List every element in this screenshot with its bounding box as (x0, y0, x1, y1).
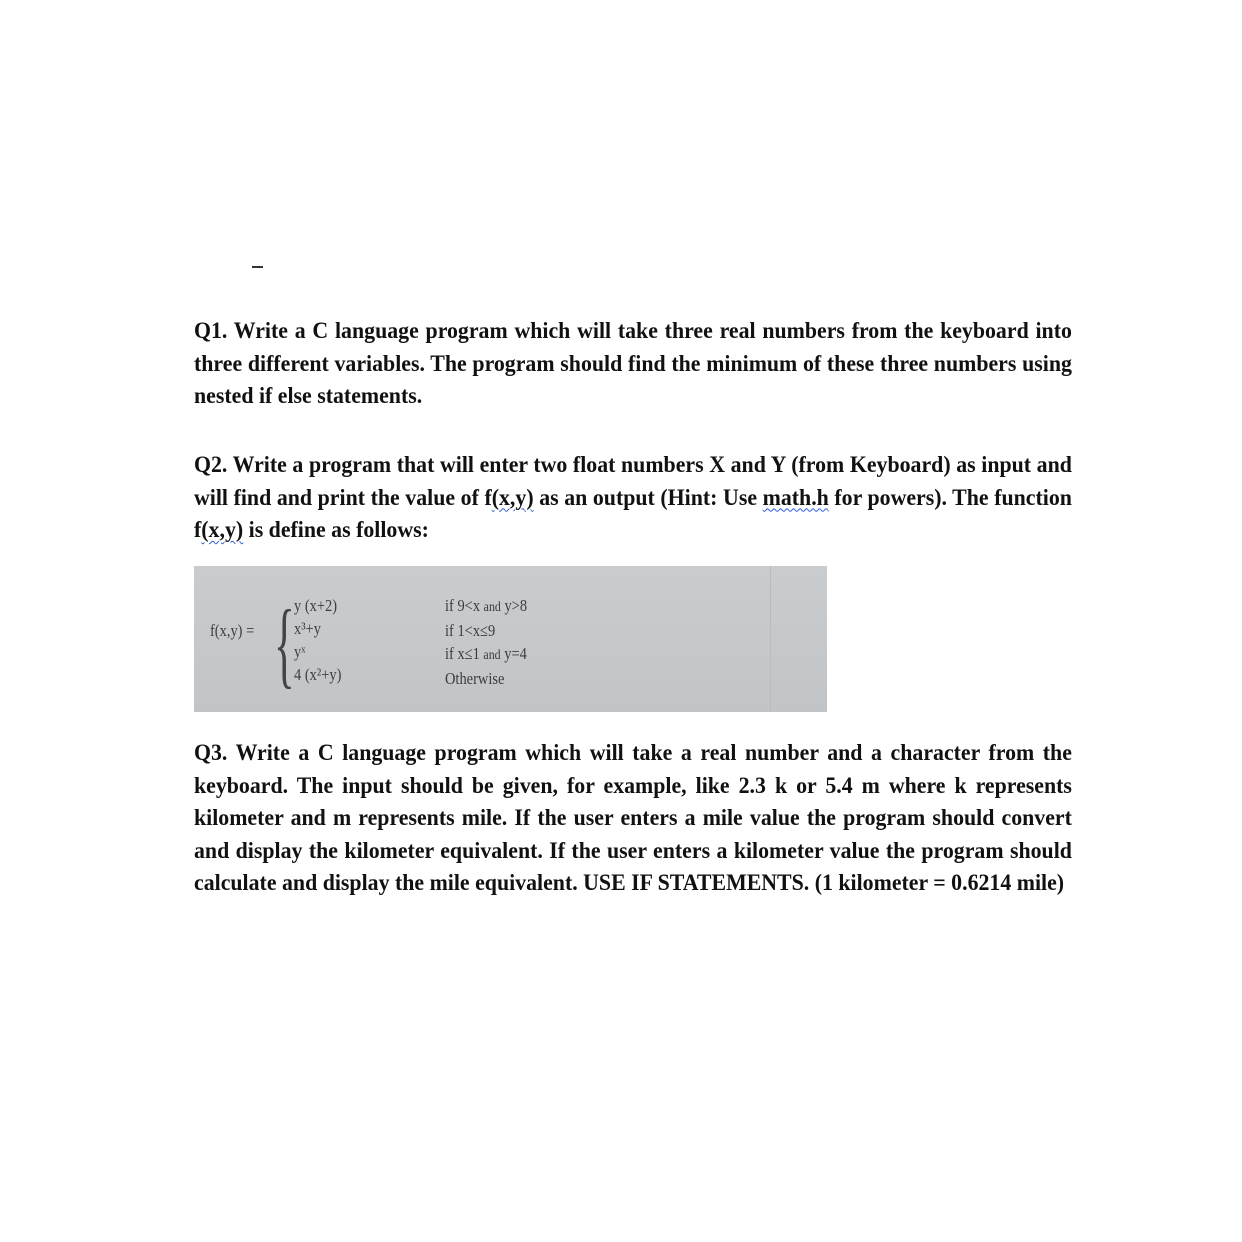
formula-cases (294, 594, 341, 686)
case-cond-4 (445, 667, 527, 690)
case-cond-3c: y=4 (500, 644, 527, 663)
case-expr-3: yˣ (294, 642, 306, 661)
formula-conditions (445, 594, 527, 690)
case-cond-1a: if 9<x (445, 596, 484, 615)
fxy-args-2: (x,y) (201, 517, 244, 543)
case-expr-2: x³+y (294, 619, 321, 638)
fxy-args-1: (x,y) (491, 484, 534, 511)
question-2-text-part2: as an output (Hint: Use (533, 484, 763, 511)
math-h-reference: math.h (762, 484, 829, 511)
question-1-label: Q1. (194, 318, 228, 344)
question-1 (194, 315, 1072, 413)
case-cond-1 (445, 594, 527, 619)
question-3-text: Write a C language program which will take a real number and a character from the keyboard. The input should be given, for example, like 2.3 k or 5.4 m where k represents kilometer and m represents mile. If the user enters a mile value the program should convert and display the kilometer equivalent. If the user enters a kilometer value the program should calculate and display the mile equivalent. USE IF STATEMENTS. (1 kilometer = 0.6214 mile) (194, 740, 1072, 896)
question-1-text: Write a C language program which will take three real numbers from the keyboard into three different variables. The program should find the minimum of these three numbers using nested if else statements. (194, 318, 1072, 409)
question-2-text-part1: Write a program that will enter two float numbers X and Y (from Keyboard) as input and will find and print the value of f (194, 452, 1072, 511)
question-2-text-part3: for powers). The function f (194, 484, 1072, 543)
case-cond-3b: and (483, 648, 501, 663)
formula-lhs: f(x,y) = (210, 621, 255, 640)
stray-dash-mark (252, 266, 263, 268)
piecewise-formula-image (194, 566, 827, 712)
case-cond-2 (445, 619, 527, 642)
case-cond-3a: if x≤1 (445, 644, 484, 663)
question-3-label: Q3. (194, 740, 228, 766)
case-expr-1: y (x+2) (294, 596, 338, 615)
case-cond-1b: and (483, 600, 501, 615)
question-3 (194, 737, 1072, 900)
scan-edge-line (770, 566, 771, 712)
question-2-text-part4: is define as follows: (243, 517, 429, 543)
case-cond-4a: Otherwise (445, 669, 505, 688)
question-2 (194, 449, 1072, 547)
case-expr-4: 4 (x²+y) (294, 665, 342, 684)
left-brace: { (274, 590, 295, 697)
case-cond-2a: if 1<x≤9 (445, 621, 496, 640)
case-cond-3 (445, 642, 527, 667)
case-cond-1c: y>8 (500, 596, 528, 615)
question-2-label: Q2. (194, 452, 228, 478)
